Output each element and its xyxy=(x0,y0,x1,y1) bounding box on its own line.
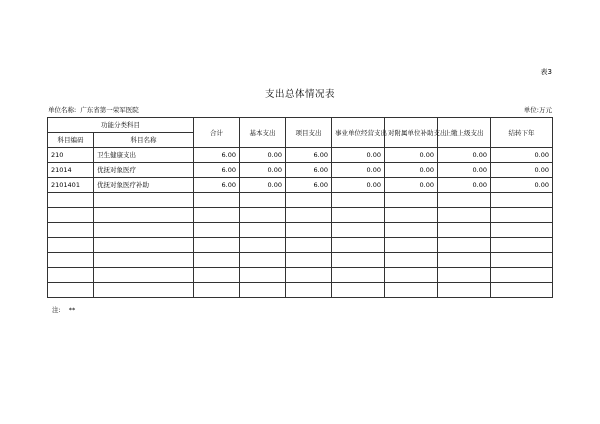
empty-row xyxy=(48,208,553,223)
header-code: 科目编码 xyxy=(48,133,94,148)
cell-code: 21014 xyxy=(48,163,94,178)
empty-row xyxy=(48,268,553,283)
cell-name: 优抚对象医疗 xyxy=(94,163,194,178)
cell-upper: 0.00 xyxy=(438,148,491,163)
header-subsidy: 对附属单位补助支出 xyxy=(385,118,438,148)
cell-total: 6.00 xyxy=(194,178,240,193)
table-number: 表3 xyxy=(540,68,552,76)
cell-basic: 0.00 xyxy=(240,163,286,178)
header-project: 项目支出 xyxy=(286,118,332,148)
header-name: 科目名称 xyxy=(94,133,194,148)
cell-upper: 0.00 xyxy=(438,178,491,193)
empty-row xyxy=(48,253,553,268)
cell-project: 6.00 xyxy=(286,148,332,163)
cell-project: 6.00 xyxy=(286,163,332,178)
cell-carry: 0.00 xyxy=(491,178,553,193)
expenditure-table xyxy=(47,117,553,298)
cell-basic: 0.00 xyxy=(240,148,286,163)
page-title: 支出总体情况表 xyxy=(264,89,335,100)
unit-name-line xyxy=(48,105,139,114)
cell-code: 2101401 xyxy=(48,178,94,193)
cell-carry: 0.00 xyxy=(491,148,553,163)
footnote xyxy=(52,305,75,314)
header-total: 合计 xyxy=(194,118,240,148)
cell-operating: 0.00 xyxy=(332,148,385,163)
table-row xyxy=(48,148,553,163)
note-label: 注: xyxy=(52,306,61,314)
cell-operating: 0.00 xyxy=(332,163,385,178)
cell-carry: 0.00 xyxy=(491,163,553,178)
unit-name-label: 单位名称: xyxy=(48,106,77,114)
currency-unit: 单位:万元 xyxy=(523,106,552,114)
table-row xyxy=(48,178,553,193)
cell-basic: 0.00 xyxy=(240,178,286,193)
table-row xyxy=(48,163,553,178)
cell-operating: 0.00 xyxy=(332,178,385,193)
cell-total: 6.00 xyxy=(194,148,240,163)
note-text: ** xyxy=(68,306,76,314)
header-carry: 结转下年 xyxy=(491,118,553,148)
header-basic: 基本支出 xyxy=(240,118,286,148)
unit-name-value: 广东省第一荣军医院 xyxy=(80,106,139,114)
cell-subsidy: 0.00 xyxy=(385,148,438,163)
cell-total: 6.00 xyxy=(194,163,240,178)
header-function-category: 功能分类科目 xyxy=(48,118,194,133)
cell-name: 优抚对象医疗补助 xyxy=(94,178,194,193)
empty-row xyxy=(48,238,553,253)
cell-upper: 0.00 xyxy=(438,163,491,178)
cell-subsidy: 0.00 xyxy=(385,178,438,193)
header-operating: 事业单位经营支出 xyxy=(332,118,385,148)
header-upper: 上缴上级支出 xyxy=(438,118,491,148)
cell-project: 6.00 xyxy=(286,178,332,193)
cell-subsidy: 0.00 xyxy=(385,163,438,178)
empty-row xyxy=(48,223,553,238)
empty-row xyxy=(48,193,553,208)
cell-name: 卫生健康支出 xyxy=(94,148,194,163)
empty-row xyxy=(48,283,553,298)
cell-code: 210 xyxy=(48,148,94,163)
